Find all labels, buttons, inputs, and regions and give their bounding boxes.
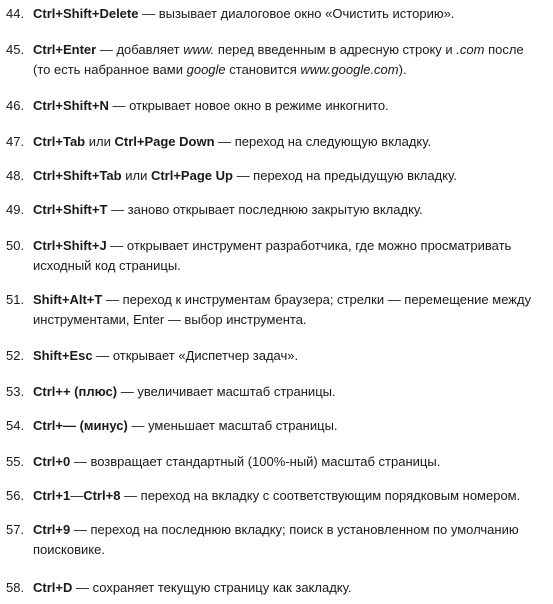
- item-line: [6, 200, 546, 220]
- list-item: [6, 520, 546, 560]
- item-line: [6, 96, 546, 116]
- list-item: [6, 96, 546, 116]
- shortcut-keys: Shift+Esc: [33, 348, 93, 363]
- description-text: или: [85, 134, 115, 149]
- shortcut-keys: Ctrl+1: [33, 488, 71, 503]
- list-item: [6, 132, 546, 152]
- shortcut-keys: Ctrl+— (минус): [33, 418, 128, 433]
- list-item: [6, 236, 546, 276]
- item-line-continued: [6, 540, 546, 560]
- list-item: [6, 290, 546, 330]
- shortcut-keys: Ctrl+9: [33, 522, 71, 537]
- description-text: или: [121, 168, 151, 183]
- item-line: [6, 290, 546, 310]
- description-text: — переход к инструментам браузера; стрелки — перемещение между: [102, 292, 532, 307]
- item-number: 50.: [6, 238, 25, 253]
- list-item: [6, 200, 546, 220]
- description-text: ).: [398, 62, 407, 77]
- description-text: —: [70, 488, 84, 503]
- description-text: — добавляет: [96, 42, 184, 57]
- item-number: 48.: [6, 168, 25, 183]
- shortcut-keys: Ctrl+Shift+J: [33, 238, 107, 253]
- description-text: инструментами, Enter — выбор инструмента.: [33, 312, 307, 327]
- description-text: — увеличивает масштаб страницы.: [117, 384, 336, 399]
- description-text: — открывает «Диспетчер задач».: [92, 348, 299, 363]
- italic-text: www.: [183, 42, 215, 57]
- shortcut-keys: Ctrl+Tab: [33, 134, 86, 149]
- description-text: — уменьшает масштаб страницы.: [127, 418, 338, 433]
- item-number: 57.: [6, 522, 25, 537]
- item-line: [6, 578, 546, 598]
- description-text: — переход на следующую вкладку.: [214, 134, 432, 149]
- shortcut-keys: Shift+Alt+T: [33, 292, 103, 307]
- item-line: [6, 236, 546, 256]
- shortcut-keys: Ctrl+8: [83, 488, 121, 503]
- item-line: [6, 486, 546, 506]
- list-item: [6, 166, 546, 186]
- item-line: [6, 166, 546, 186]
- item-number: 53.: [6, 384, 25, 399]
- list-item: [6, 486, 546, 506]
- description-text: становится: [225, 62, 301, 77]
- item-number: 51.: [6, 292, 25, 307]
- description-text: — возвращает стандартный (100%-ный) масштаб страницы.: [70, 454, 441, 469]
- shortcut-keys: Ctrl+Shift+N: [33, 98, 109, 113]
- list-item: [6, 382, 546, 402]
- list-item: [6, 452, 546, 472]
- item-number: 46.: [6, 98, 25, 113]
- description-text: после: [484, 42, 524, 57]
- item-line-continued: [6, 256, 546, 276]
- item-number: 54.: [6, 418, 25, 433]
- item-line-continued: [6, 310, 546, 330]
- shortcut-keys: Ctrl+Page Down: [114, 134, 215, 149]
- description-text: — открывает инструмент разработчика, где можно просматривать: [106, 238, 512, 253]
- shortcut-keys: Ctrl++ (плюс): [33, 384, 118, 399]
- item-line: [6, 40, 546, 60]
- description-text: (то есть набранное вами: [33, 62, 187, 77]
- description-text: перед введенным в адресную строку и: [214, 42, 457, 57]
- description-text: — переход на последнюю вкладку; поиск в установленном по умолчанию: [70, 522, 519, 537]
- italic-text: .com: [456, 42, 485, 57]
- item-line: [6, 520, 546, 540]
- item-number: 44.: [6, 6, 25, 21]
- description-text: исходный код страницы.: [33, 258, 181, 273]
- list-item: [6, 4, 546, 24]
- description-text: — переход на вкладку с соответствующим порядковым номером.: [120, 488, 521, 503]
- description-text: — заново открывает последнюю закрытую вкладку.: [107, 202, 423, 217]
- item-line: [6, 132, 546, 152]
- description-text: — вызывает диалоговое окно «Очистить историю».: [138, 6, 455, 21]
- shortcut-keys: Ctrl+0: [33, 454, 71, 469]
- list-item: [6, 416, 546, 436]
- item-number: 47.: [6, 134, 25, 149]
- item-number: 55.: [6, 454, 25, 469]
- shortcut-keys: Ctrl+D: [33, 580, 73, 595]
- item-line: [6, 452, 546, 472]
- item-number: 52.: [6, 348, 25, 363]
- item-line: [6, 4, 546, 24]
- item-line: [6, 382, 546, 402]
- item-line: [6, 346, 546, 366]
- shortcut-keys: Ctrl+Shift+Tab: [33, 168, 122, 183]
- list-item: [6, 578, 546, 598]
- item-number: 58.: [6, 580, 25, 595]
- description-text: — переход на предыдущую вкладку.: [232, 168, 457, 183]
- italic-text: www.google.com: [300, 62, 399, 77]
- list-item: [6, 40, 546, 80]
- item-number: 56.: [6, 488, 25, 503]
- description-text: — сохраняет текущую страницу как закладку.: [72, 580, 352, 595]
- shortcut-keys: Ctrl+Page Up: [150, 168, 233, 183]
- description-text: поисковике.: [33, 542, 105, 557]
- item-line: [6, 416, 546, 436]
- shortcut-keys: Ctrl+Shift+T: [33, 202, 108, 217]
- shortcut-keys: Ctrl+Enter: [33, 42, 97, 57]
- list-item: [6, 346, 546, 366]
- italic-text: google: [186, 62, 226, 77]
- description-text: — открывает новое окно в режиме инкогнито.: [108, 98, 389, 113]
- item-number: 45.: [6, 42, 25, 57]
- shortcut-keys: Ctrl+Shift+Delete: [33, 6, 139, 21]
- item-line-continued: [6, 60, 546, 80]
- item-number: 49.: [6, 202, 25, 217]
